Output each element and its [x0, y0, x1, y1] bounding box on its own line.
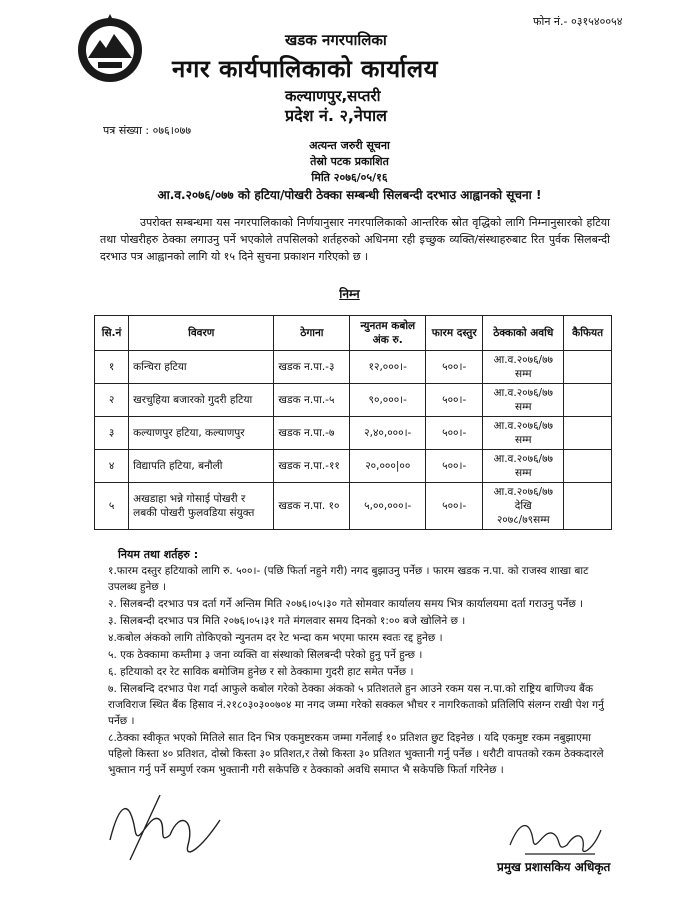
- header-amount: न्युनतम कबोल अंक रु.: [350, 316, 426, 351]
- office-address: कल्याणपुर,सप्तरी: [285, 87, 381, 105]
- notice-date: मिति २०७६/०५/१६: [311, 171, 388, 184]
- list-title: निम्न: [339, 287, 360, 301]
- cell-sn: ३: [95, 417, 129, 450]
- municipality-emblem-icon: [74, 12, 146, 84]
- urgent-notice-label: अत्यन्त जरुरी सूचना: [309, 139, 390, 152]
- cell-period: आ.व.२०७६/७७ सम्म: [483, 417, 564, 450]
- cell-period: आ.व.२०७६/७७ सम्म: [483, 351, 564, 384]
- term-item: २. सिलबन्दी दरभाउ पत्र दर्ता गर्ने अन्तिम मिति २०७६।०५।३० गते सोमवार कार्यालय समय भित्र कार्यालयमा दर्ता गराउनु पर्नेछ ।: [108, 598, 584, 610]
- signature-left: [100, 790, 230, 870]
- cell-fee: ५००।-: [426, 417, 483, 450]
- table-row: [95, 450, 612, 483]
- header-description: विवरण: [129, 316, 274, 351]
- cell-period: आ.व.२०७६/७७ सम्म: [483, 450, 564, 483]
- body-paragraph: उपरोक्त सम्बन्धमा यस नगरपालिकाको निर्णयानुसार नगरपालिकाको आन्तरिक स्रोत वृद्धिको लागि निम्नानुसारको हटिया तथा पोखरीहरु ठेक्का लगाउनु पर्ने भएकोले तपसिलको शर्तहरुको अधिनमा रही इच्छुक व्यक्ति/संस्थाहरुबाट रित पुर्वक सिलबन्दी दरभाउ पत्र आह्वानको लागि यो १५ दिने सुचना प्रकाशन गरिएको छ ।: [100, 216, 610, 263]
- cell-fee: ५००।-: [426, 450, 483, 483]
- cell-remarks: [564, 450, 612, 483]
- cell-fee: ५००।-: [426, 483, 483, 530]
- province-line: प्रदेश नं. २,नेपाल: [285, 106, 387, 125]
- cell-fee: ५००।-: [426, 384, 483, 417]
- term-item: ३. सिलबन्दी दरभाउ पत्र मिति २०७६।०५।३१ गते मंगलवार समय दिनको १:०० बजे खोलिने छ ।: [108, 615, 466, 627]
- signature-right: [505, 810, 605, 860]
- cell-remarks: [564, 417, 612, 450]
- table-row: [95, 351, 612, 384]
- publication-label: तेस्रो पटक प्रकाशित: [310, 155, 389, 168]
- cell-sn: २: [95, 384, 129, 417]
- cell-amount: १२,०००।-: [350, 351, 426, 384]
- officer-title: प्रमुख प्रशासकिय अधिकृत: [497, 860, 611, 874]
- cell-description: विद्यापति हटिया, बनौली: [129, 450, 274, 483]
- cell-fee: ५००।-: [426, 351, 483, 384]
- term-item: ५. एक ठेक्कामा कम्तीमा ३ जना व्यक्ति वा संस्थाको सिलबन्दी परेको हुनु पर्ने हुन्छ ।: [108, 649, 423, 661]
- cell-remarks: [564, 384, 612, 417]
- phone-number: फोन नं.- ०३१५४००५४: [533, 15, 623, 28]
- term-item: ६. हटियाको दर रेट साविक बमोजिम हुनेछ र सो ठेक्कामा गुदरी हाट समेत पर्नेछ ।: [108, 666, 414, 678]
- cell-place: खडक न.पा.-११: [274, 450, 350, 483]
- table-row: [95, 384, 612, 417]
- term-item: ८.ठेक्का स्वीकृत भएको मितिले सात दिन भित्र एकमुष्टरकम जम्मा गर्नेलाई १० प्रतिशत छुट दिइनेछ । यदि एकमुष्ट रकम नबुझाएमा पहिलो किस्ता ४० प्रतिशत, दोस्रो किस्ता ३० प्रतिशत,र तेस्रो किस्ता ३० प्रतिशत भुक्तानी गर्नु पर्नेछ । धरौटी वापतको रकम ठेक्कदारले भुक्तान गर्नु पर्ने सम्पुर्ण रकम भुक्तानी गरी सकेपछि र ठेक्काको अवधि समाप्त भै सकेपछि फिर्ता गरिनेछ ।: [108, 732, 604, 776]
- cell-amount: ९०,०००।-: [350, 384, 426, 417]
- cell-place: खडक न.पा.-३: [274, 351, 350, 384]
- term-item: १.फारम दस्तुर हटियाको लागि रु. ५००।- (पछि फिर्ता नहुने गरी) नगद बुझाउनु पर्नेछ । फारम खडक न.पा. को राजस्व शाखा बाट उपलब्ध हुनेछ ।: [108, 565, 589, 593]
- cell-sn: ५: [95, 483, 129, 530]
- cell-amount: ५,००,०००।-: [350, 483, 426, 530]
- header-period: ठेक्काको अवधि: [483, 316, 564, 351]
- office-name: नगर कार्यपालिकाको कार्यालय: [172, 55, 439, 83]
- cell-period: आ.व.२०७६/७७ देखि २०७८/७९सम्म: [483, 483, 564, 530]
- cell-amount: २०,०००|००: [350, 450, 426, 483]
- header-place: ठेगाना: [274, 316, 350, 351]
- table-row: [95, 483, 612, 530]
- cell-place: खडक न.पा.-५: [274, 384, 350, 417]
- cell-sn: १: [95, 351, 129, 384]
- cell-description: अखडाहा भन्ने गोसाई पोखरी र लबकी पोखरी फुलवडिया संयुक्त: [129, 483, 274, 530]
- cell-place: खडक न.पा.-७: [274, 417, 350, 450]
- table-row: [95, 417, 612, 450]
- header-fee: फारम दस्तुर: [426, 316, 483, 351]
- cell-remarks: [564, 351, 612, 384]
- term-item: ४.कबोल अंकको लागि तोकिएको न्युनतम दर रेट भन्दा कम भएमा फारम स्वतः रद्द हुनेछ ।: [108, 632, 443, 644]
- terms-heading: नियम तथा शर्तहरु :: [118, 548, 199, 561]
- table-header-row: [95, 316, 612, 351]
- cell-period: आ.व.२०७६/७७ सम्म: [483, 384, 564, 417]
- cell-description: कन्चिरा हटिया: [129, 351, 274, 384]
- term-item: ७. सिलबन्दि दरभाउ पेश गर्दा आफुले कबोल गरेको ठेक्का अंकको ५ प्रतिशतले हुन आउने रकम यस न.पा.को राष्ट्रिय बाणिज्य बैंक राजविराज स्थित बैंक हिसाव नं.२१८०३०३००७०४ मा नगद जम्मा गरेको सक्कल भौचर र नागरिकताको प्रतिलिपि संलग्न राखी पेश गर्नु पर्नेछ ।: [108, 683, 604, 727]
- terms-list: [108, 563, 613, 779]
- cell-place: खडक न.पा. १०: [274, 483, 350, 530]
- cell-remarks: [564, 483, 612, 530]
- tender-table: [94, 315, 612, 530]
- cell-description: कल्याणपुर हटिया, कल्याणपुर: [129, 417, 274, 450]
- cell-sn: ४: [95, 450, 129, 483]
- header-sn: सि.नं: [95, 316, 129, 351]
- municipality-name: खडक नगरपालिका: [285, 31, 387, 49]
- cell-amount: २,४०,०००।-: [350, 417, 426, 450]
- letter-reference: पत्र संख्या : ०७६।०७७: [103, 124, 192, 137]
- header-remarks: कैफियत: [564, 316, 612, 351]
- cell-description: खरचुहिया बजारको गुदरी हटिया: [129, 384, 274, 417]
- notice-subject: आ.व.२०७६/०७७ को हटिया/पोखरी ठेक्का सम्बन्धी सिलबन्दी दरभाउ आह्वानको सूचना !: [157, 188, 542, 202]
